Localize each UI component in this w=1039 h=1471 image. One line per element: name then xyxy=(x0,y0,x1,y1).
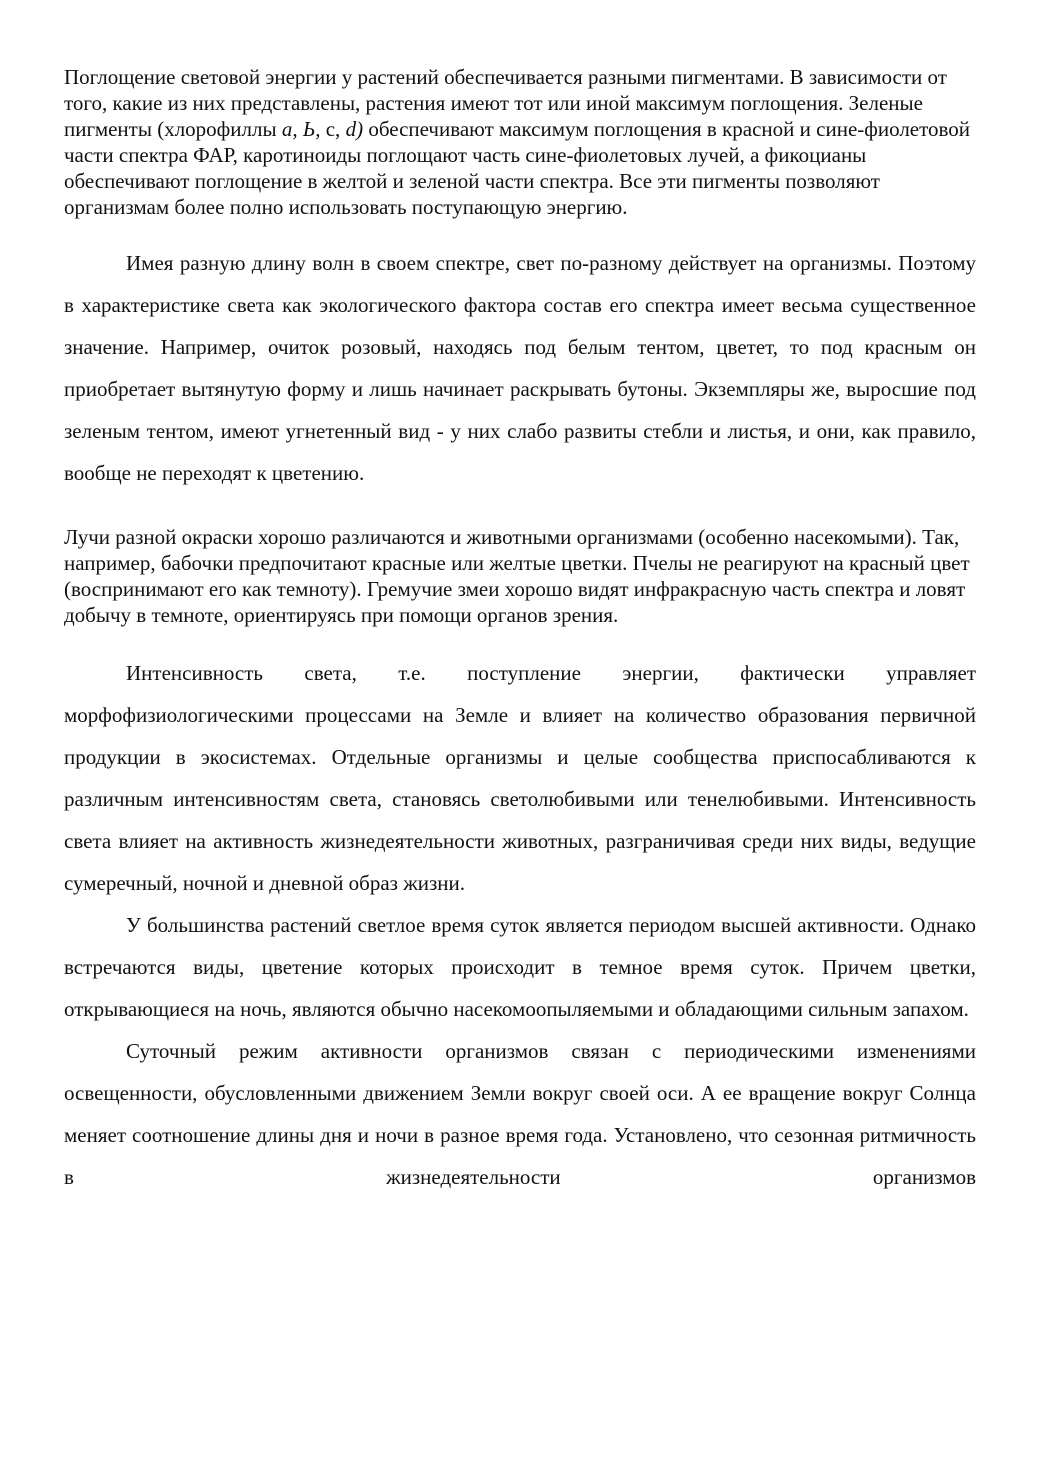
paragraph-animals: Лучи разной окраски хорошо различаются и животными организмами (особенно насекомыми). Так, например, бабочки предпочитают красные или желтые цветки. Пчелы не реагируют на красный цвет (воспринимают его как темноту). Гремучие змеи хорошо видят инфракрасную часть спектра и ловят добычу в темноте, ориентируясь при помощи органов зрения. xyxy=(64,525,970,627)
text-run: с, xyxy=(320,117,346,141)
text-run: Поглощение световой энергии у растений обеспечивается разными пигментами. В зависимости от того, какие из них представлены, растения имеют тот или иной максимум поглощения. Зеленые пигменты (хлорофиллы xyxy=(64,65,947,141)
paragraph-spectrum: Имея разную длину волн в своем спектре, свет по-разному действует на организмы. Поэтому в характеристике света как экологического фактора состав его спектра имеет весьма существенное значение. Например, очиток розовый, находясь под белым тентом, цветет, то под красным он приобретает вытянутую форму и лишь начинает раскрывать бутоны. Экземпляры же, выросшие под зеленым тентом, имеют угнетенный вид - у них слабо развиты стебли и листья, и они, как правило, вообще не переходят к цветению. xyxy=(64,251,976,485)
document-page xyxy=(64,64,976,1198)
paragraph-daily-regime: Суточный режим активности организмов связан с периодическими изменениями освещенности, обусловленными движением Земли вокруг своей оси. А ее вращение вокруг Солнца меняет соотношение длины дня и ночи в разное время года. Установлено, что сезонная ритмичность в жизнедеятельности организмов xyxy=(64,1039,976,1189)
text-run-italic: d) xyxy=(345,117,364,141)
paragraph-plants-activity: У большинства растений светлое время суток является периодом высшей активности. Однако встречаются виды, цветение которых происходит в темное время суток. Причем цветки, открывающиеся на ночь, являются обычно насекомоопыляемыми и обладающими сильным запахом. xyxy=(64,913,976,1021)
text-run-italic: а, Ь, xyxy=(281,117,321,141)
paragraph-pigments xyxy=(64,64,976,220)
text-run: обеспечивают максимум поглощения в красной и сине-фиолетовой части спектра ФАР, каротиноиды поглощают часть сине-фиолетовых лучей, а фикоцианы обеспечивают поглощение в желтой и зеленой части спектра. Все эти пигменты позволяют организмам более полно использовать поступающую энергию. xyxy=(64,117,971,219)
paragraph-intensity: Интенсивность света, т.е. поступление энергии, фактически управляет морфофизиологическими процессами на Земле и влияет на количество образования первичной продукции в экосистемах. Отдельные организмы и целые сообщества приспосабливаются к различным интенсивностям света, становясь светолюбивыми или тенелюбивыми. Интенсивность света влияет на активность жизнедеятельности животных, разграничивая среди них виды, ведущие сумеречный, ночной и дневной образ жизни. xyxy=(64,661,976,895)
